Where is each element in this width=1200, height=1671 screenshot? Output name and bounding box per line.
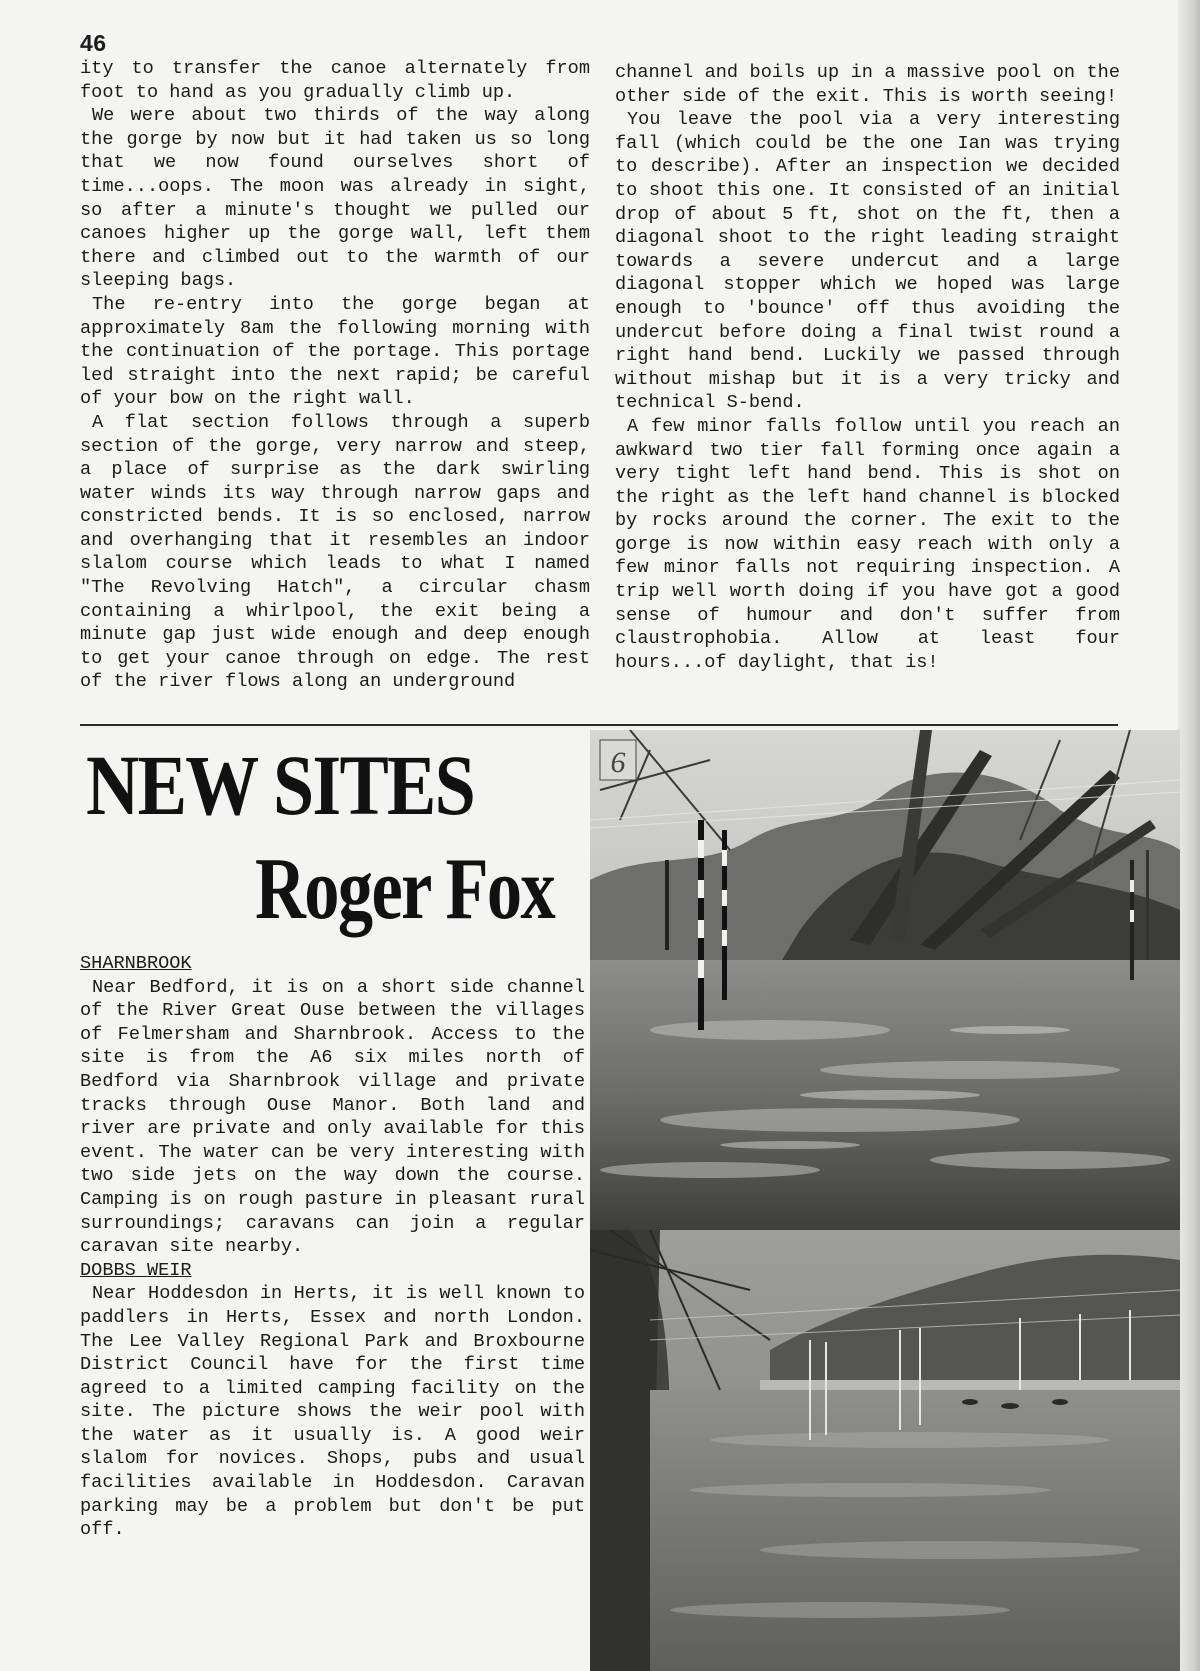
feature-headline: NEW SITES bbox=[86, 737, 475, 833]
photo-dobbs-weir bbox=[590, 1230, 1180, 1671]
section-heading-sharnbrook: SHARNBROOK bbox=[80, 953, 192, 974]
article-paragraph: A few minor falls follow until you reach an awkward two tier fall forming once again a very tight left hand bend. This is shot on the right as the left hand channel is blocked by rocks around the corner. The exit to the gorge is now within easy reach with only a few minor falls not requiring inspection. A trip well worth doing if you have got a good sense of humour and don't suffer from claustrophobia. Allow at least four hours...of daylight, that is! bbox=[615, 415, 1120, 673]
gate-number-label: 6 bbox=[610, 746, 626, 779]
photo-sharnbrook bbox=[590, 730, 1180, 1230]
page-number: 46 bbox=[80, 30, 107, 56]
article-paragraph: You leave the pool via a very interesting fall (which could be the one Ian was trying to describe). After an inspection we decided to shoot this one. It consisted of an initial drop of about 5 ft, shot on the ft, then a diagonal shoot to the right leading straight towards a severe undercut and a large diagonal stopper which we hoped was large enough to 'bounce' off thus avoiding the undercut before doing a final twist round a right hand bend. Luckily we passed through without mishap but it is a very tricky and technical S-bend. bbox=[615, 109, 1120, 414]
article-paragraph: channel and boils up in a massive pool on the other side of the exit. This is worth seeing! bbox=[615, 62, 1120, 107]
page-edge-shadow bbox=[1178, 0, 1200, 1671]
section-heading-dobbs-weir: DOBBS WEIR bbox=[80, 1259, 192, 1281]
section-divider bbox=[80, 724, 1118, 726]
photo-sharnbrook-image bbox=[590, 730, 1180, 1230]
article-column-left bbox=[80, 57, 590, 694]
article-column-right bbox=[615, 61, 1120, 674]
article-paragraph: The re-entry into the gorge began at approximately 8am the following morning with the continuation of the portage. This portage led straight into the next rapid; be careful of your bow on the right wall. bbox=[80, 293, 590, 410]
feature-column bbox=[80, 952, 585, 1542]
article-paragraph: ity to transfer the canoe alternately from foot to hand as you gradually climb up. bbox=[80, 58, 590, 103]
feature-author: Roger Fox bbox=[255, 841, 555, 938]
article-paragraph: We were about two thirds of the way along the gorge by now but it had taken us so long that we now found ourselves short of time...oops. The moon was already in sight, so after a minute's thought we pulled our canoes higher up the gorge wall, left them there and climbed out to the warmth of our sleeping bags. bbox=[80, 105, 590, 292]
section-text-sharnbrook: Near Bedford, it is on a short side channel of the River Great Ouse between the villages of Felmersham and Sharnbrook. Access to the site is from the A6 six miles north of Bedford via Sharnbrook village and private tracks through Ouse Manor. Both land and river are private and only available for this event. The water can be very interesting with two side jets on the way down the course. Camping is on rough pasture in pleasant rural surroundings; caravans can join a regular caravan site nearby. bbox=[80, 976, 585, 1258]
photo-dobbs-weir-image bbox=[590, 1230, 1180, 1671]
section-text-dobbs-weir: Near Hoddesdon in Herts, it is well known to paddlers in Herts, Essex and north London. The Lee Valley Regional Park and Broxbourne District Council have for the first time agreed to a limited camping facility on the site. The picture shows the weir pool with the water as it usually is. A good weir slalom for novices. Shops, pubs and usual facilities available in Hoddesdon. Caravan parking may be a problem but don't be put off. bbox=[80, 1283, 585, 1541]
article-paragraph: A flat section follows through a superb section of the gorge, very narrow and steep, a place of surprise as the dark swirling water winds its way through narrow gaps and constricted bends. It is so enclosed, narrow and overhanging that it resembles an indoor slalom course which leads to what I named "The Revolving Hatch", a circular chasm containing a whirlpool, the exit being a minute gap just wide enough and deep enough to get your canoe through on edge. The rest of the river flows along an underground bbox=[80, 411, 590, 693]
